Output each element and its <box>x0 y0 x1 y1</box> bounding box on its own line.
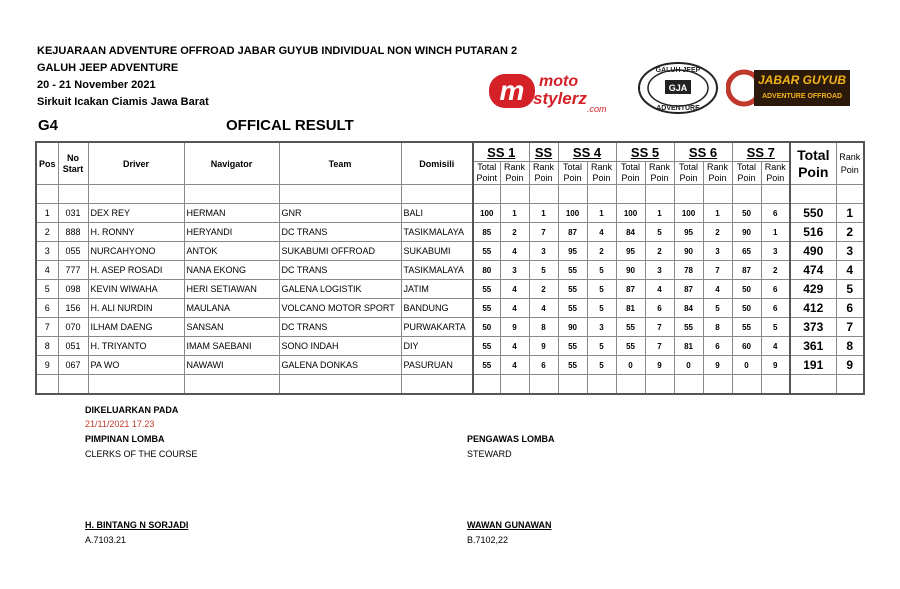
cell-navigator: HERMAN <box>184 204 279 223</box>
event-title: KEJUARAAN ADVENTURE OFFROAD JABAR GUYUB INDIVIDUAL NON WINCH PUTARAN 2 <box>37 45 518 57</box>
cell-no-start: 888 <box>58 223 88 242</box>
galuh-top-text: GALUH JEEP <box>655 67 701 74</box>
cell-ss6-total: 81 <box>674 337 703 356</box>
cell-navigator: NANA EKONG <box>184 261 279 280</box>
steward-id: B.7102,22 <box>467 535 509 545</box>
cell-ss1-total: 55 <box>473 280 500 299</box>
cell-rank-poin: 5 <box>836 280 864 299</box>
cell-ss5-rank: 9 <box>645 356 674 375</box>
cell-total-poin: 361 <box>790 337 836 356</box>
steward-subtitle: STEWARD <box>467 449 512 459</box>
event-date: 20 - 21 November 2021 <box>37 79 156 91</box>
cell-ss4-rank: 5 <box>587 356 616 375</box>
cell-ss7-total: 50 <box>732 299 761 318</box>
cell-no-start: 156 <box>58 299 88 318</box>
cell-ss1-rank: 2 <box>500 223 529 242</box>
sub-rank-poin: Rank Poin <box>500 162 529 185</box>
table-row <box>36 242 864 261</box>
cell-ss1-rank: 4 <box>500 337 529 356</box>
cell-no-start: 051 <box>58 337 88 356</box>
cell-ss2-rank: 5 <box>529 261 558 280</box>
cell-driver: NURCAHYONO <box>88 242 184 261</box>
col-navigator: Navigator <box>184 142 279 185</box>
cell-ss1-total: 55 <box>473 242 500 261</box>
steward-name: WAWAN GUNAWAN <box>467 520 552 530</box>
cell-rank-poin: 2 <box>836 223 864 242</box>
cell-ss5-total: 90 <box>616 261 645 280</box>
cell-ss5-total: 55 <box>616 337 645 356</box>
cell-domisili: TASIKMALAYA <box>401 223 473 242</box>
cell-ss5-rank: 6 <box>645 299 674 318</box>
cell-ss5-rank: 2 <box>645 242 674 261</box>
cell-pos: 1 <box>36 204 58 223</box>
cell-ss6-rank: 8 <box>703 318 732 337</box>
cell-ss7-rank: 2 <box>761 261 790 280</box>
cell-ss6-rank: 4 <box>703 280 732 299</box>
cell-ss2-rank: 8 <box>529 318 558 337</box>
col-domisili: Domisili <box>401 142 473 185</box>
galuh-center-text: GJA <box>668 83 688 93</box>
cell-ss5-total: 84 <box>616 223 645 242</box>
cell-total-poin: 516 <box>790 223 836 242</box>
cell-team: VOLCANO MOTOR SPORT <box>279 299 401 318</box>
cell-domisili: SUKABUMI <box>401 242 473 261</box>
cell-team: DC TRANS <box>279 318 401 337</box>
cell-ss2-rank: 6 <box>529 356 558 375</box>
cell-ss1-total: 55 <box>473 337 500 356</box>
cell-ss7-rank: 9 <box>761 356 790 375</box>
spacer-row <box>36 185 864 204</box>
cell-ss5-rank: 3 <box>645 261 674 280</box>
cell-total-poin: 429 <box>790 280 836 299</box>
table-row <box>36 356 864 375</box>
cell-team: SONO INDAH <box>279 337 401 356</box>
col-total-poin-a: Total <box>797 146 830 163</box>
sub-rank-poin: Rank Poin <box>587 162 616 185</box>
steward-title: PENGAWAS LOMBA <box>467 434 555 444</box>
cell-rank-poin: 1 <box>836 204 864 223</box>
cell-total-poin: 474 <box>790 261 836 280</box>
col-total-poin <box>790 142 836 185</box>
table-row <box>36 318 864 337</box>
cell-ss1-rank: 9 <box>500 318 529 337</box>
col-rank-poin-a: Rank <box>839 151 861 162</box>
cell-total-poin: 373 <box>790 318 836 337</box>
cell-ss7-rank: 5 <box>761 318 790 337</box>
cell-ss6-total: 78 <box>674 261 703 280</box>
table-row <box>36 299 864 318</box>
cell-pos: 7 <box>36 318 58 337</box>
cell-ss1-rank: 4 <box>500 299 529 318</box>
cell-ss7-rank: 6 <box>761 280 790 299</box>
cell-ss4-rank: 5 <box>587 299 616 318</box>
cell-navigator: IMAM SAEBANI <box>184 337 279 356</box>
event-venue: Sirkuit Icakan Ciamis Jawa Barat <box>37 96 209 108</box>
cell-team: SUKABUMI OFFROAD <box>279 242 401 261</box>
cell-driver: H. ALI NURDIN <box>88 299 184 318</box>
cell-team: GALENA LOGISTIK <box>279 280 401 299</box>
sub-total-poin: Total Poin <box>674 162 703 185</box>
cell-ss7-total: 87 <box>732 261 761 280</box>
cell-ss4-total: 87 <box>558 223 587 242</box>
table-row <box>36 223 864 242</box>
cell-pos: 3 <box>36 242 58 261</box>
logo-text-moto: moto <box>539 73 579 90</box>
table-row <box>36 280 864 299</box>
cell-navigator: HERYANDI <box>184 223 279 242</box>
cell-ss7-total: 55 <box>732 318 761 337</box>
cell-ss1-rank: 3 <box>500 261 529 280</box>
cell-ss5-total: 95 <box>616 242 645 261</box>
col-ss4: SS 4 <box>558 142 616 162</box>
cell-rank-poin: 4 <box>836 261 864 280</box>
sub-total-poin: Total Poin <box>616 162 645 185</box>
col-rank-poin-b: Poin <box>840 164 859 175</box>
cell-ss1-total: 100 <box>473 204 500 223</box>
col-ss6: SS 6 <box>674 142 732 162</box>
cell-navigator: ANTOK <box>184 242 279 261</box>
cell-domisili: TASIKMALAYA <box>401 261 473 280</box>
cell-pos: 2 <box>36 223 58 242</box>
cell-driver: H. RONNY <box>88 223 184 242</box>
galuh-jeep-logo <box>637 62 719 114</box>
cell-ss6-rank: 5 <box>703 299 732 318</box>
cell-ss2-rank: 9 <box>529 337 558 356</box>
cell-no-start: 067 <box>58 356 88 375</box>
cell-ss6-rank: 2 <box>703 223 732 242</box>
cell-driver: PA WO <box>88 356 184 375</box>
cell-ss2-rank: 2 <box>529 280 558 299</box>
cell-rank-poin: 9 <box>836 356 864 375</box>
cell-domisili: DIY <box>401 337 473 356</box>
cell-ss6-rank: 3 <box>703 242 732 261</box>
cell-ss2-rank: 3 <box>529 242 558 261</box>
clerk-title: PIMPINAN LOMBA <box>85 434 165 444</box>
cell-ss4-total: 90 <box>558 318 587 337</box>
cell-domisili: BANDUNG <box>401 299 473 318</box>
cell-ss7-rank: 4 <box>761 337 790 356</box>
cell-no-start: 098 <box>58 280 88 299</box>
jabar-sub-text: ADVENTURE OFFROAD <box>761 93 843 100</box>
cell-ss4-rank: 1 <box>587 204 616 223</box>
sub-rank-poin: Rank Poin <box>761 162 790 185</box>
sub-rank-poin: Rank Poin <box>645 162 674 185</box>
cell-ss4-rank: 5 <box>587 337 616 356</box>
clerk-id: A.7103.21 <box>85 535 127 545</box>
cell-ss1-rank: 4 <box>500 280 529 299</box>
cell-ss4-total: 55 <box>558 280 587 299</box>
cell-ss4-total: 100 <box>558 204 587 223</box>
cell-ss7-rank: 6 <box>761 299 790 318</box>
cell-ss4-rank: 5 <box>587 261 616 280</box>
cell-ss5-total: 0 <box>616 356 645 375</box>
issued-date: 21/11/2021 17.23 <box>85 419 155 429</box>
col-ss7: SS 7 <box>732 142 790 162</box>
table-row <box>36 204 864 223</box>
cell-total-poin: 412 <box>790 299 836 318</box>
svg-text:m: m <box>499 75 525 106</box>
cell-driver: ILHAM DAENG <box>88 318 184 337</box>
sub-total-poin: Total Poin <box>732 162 761 185</box>
cell-ss5-rank: 1 <box>645 204 674 223</box>
clerk-subtitle: CLERKS OF THE COURSE <box>85 449 198 459</box>
cell-ss7-rank: 1 <box>761 223 790 242</box>
col-total-poin-b: Poin <box>798 163 829 180</box>
cell-pos: 5 <box>36 280 58 299</box>
cell-ss1-rank: 4 <box>500 356 529 375</box>
cell-ss5-rank: 7 <box>645 318 674 337</box>
cell-ss6-rank: 1 <box>703 204 732 223</box>
cell-ss4-total: 95 <box>558 242 587 261</box>
cell-ss7-rank: 6 <box>761 204 790 223</box>
motostylerz-logo <box>487 66 619 114</box>
cell-ss5-rank: 4 <box>645 280 674 299</box>
cell-total-poin: 550 <box>790 204 836 223</box>
cell-rank-poin: 8 <box>836 337 864 356</box>
cell-ss5-total: 100 <box>616 204 645 223</box>
cell-domisili: BALI <box>401 204 473 223</box>
cell-ss7-total: 65 <box>732 242 761 261</box>
sub-total-poin: Total Poin <box>558 162 587 185</box>
cell-rank-poin: 6 <box>836 299 864 318</box>
cell-navigator: HERI SETIAWAN <box>184 280 279 299</box>
cell-ss1-total: 80 <box>473 261 500 280</box>
cell-ss4-rank: 4 <box>587 223 616 242</box>
cell-ss1-rank: 1 <box>500 204 529 223</box>
results-rows <box>36 204 864 375</box>
cell-ss4-total: 55 <box>558 356 587 375</box>
cell-domisili: PASURUAN <box>401 356 473 375</box>
cell-ss6-total: 90 <box>674 242 703 261</box>
jabar-guyub-logo <box>726 66 852 110</box>
cell-ss2-rank: 4 <box>529 299 558 318</box>
cell-pos: 4 <box>36 261 58 280</box>
class-label: G4 <box>38 117 59 134</box>
col-ss2: SS <box>529 142 558 162</box>
cell-ss6-total: 0 <box>674 356 703 375</box>
cell-driver: KEVIN WIWAHA <box>88 280 184 299</box>
cell-ss5-total: 55 <box>616 318 645 337</box>
cell-total-poin: 191 <box>790 356 836 375</box>
cell-ss1-rank: 4 <box>500 242 529 261</box>
clerk-name: H. BINTANG N SORJADI <box>85 520 189 530</box>
col-no-start: No Start <box>58 142 88 185</box>
cell-ss7-total: 50 <box>732 280 761 299</box>
cell-ss4-rank: 2 <box>587 242 616 261</box>
cell-ss6-total: 87 <box>674 280 703 299</box>
col-rank-poin <box>836 142 864 185</box>
host-name: GALUH JEEP ADVENTURE <box>37 62 179 74</box>
cell-rank-poin: 7 <box>836 318 864 337</box>
sub-total-point: Total Point <box>473 162 500 185</box>
result-title: OFFICAL RESULT <box>226 117 354 134</box>
cell-ss4-total: 55 <box>558 261 587 280</box>
cell-ss5-total: 81 <box>616 299 645 318</box>
cell-no-start: 031 <box>58 204 88 223</box>
cell-ss5-total: 87 <box>616 280 645 299</box>
cell-ss6-total: 55 <box>674 318 703 337</box>
issued-label: DIKELUARKAN PADA <box>85 405 179 415</box>
cell-ss6-rank: 7 <box>703 261 732 280</box>
galuh-bottom-text: ADVENTURE <box>656 105 700 112</box>
cell-ss6-rank: 6 <box>703 337 732 356</box>
cell-ss6-total: 100 <box>674 204 703 223</box>
cell-domisili: PURWAKARTA <box>401 318 473 337</box>
table-row <box>36 261 864 280</box>
cell-ss2-rank: 1 <box>529 204 558 223</box>
cell-pos: 8 <box>36 337 58 356</box>
col-ss5: SS 5 <box>616 142 674 162</box>
cell-ss7-total: 60 <box>732 337 761 356</box>
col-ss1: SS 1 <box>473 142 529 162</box>
col-team: Team <box>279 142 401 185</box>
cell-ss1-total: 50 <box>473 318 500 337</box>
cell-team: DC TRANS <box>279 223 401 242</box>
cell-ss7-total: 90 <box>732 223 761 242</box>
col-pos: Pos <box>36 142 58 185</box>
empty-row <box>36 375 864 395</box>
cell-ss5-rank: 5 <box>645 223 674 242</box>
results-table <box>35 141 865 395</box>
sub-rank-poin: Rank Poin <box>529 162 558 185</box>
cell-team: GNR <box>279 204 401 223</box>
cell-ss1-total: 55 <box>473 356 500 375</box>
sub-rank-poin: Rank Poin <box>703 162 732 185</box>
cell-no-start: 777 <box>58 261 88 280</box>
cell-no-start: 070 <box>58 318 88 337</box>
cell-domisili: JATIM <box>401 280 473 299</box>
cell-rank-poin: 3 <box>836 242 864 261</box>
cell-pos: 9 <box>36 356 58 375</box>
cell-ss6-total: 84 <box>674 299 703 318</box>
cell-ss4-rank: 5 <box>587 280 616 299</box>
cell-team: GALENA DONKAS <box>279 356 401 375</box>
cell-ss1-total: 55 <box>473 299 500 318</box>
cell-navigator: SANSAN <box>184 318 279 337</box>
cell-ss1-total: 85 <box>473 223 500 242</box>
logo-text-com: .com <box>587 104 607 114</box>
cell-ss7-rank: 3 <box>761 242 790 261</box>
cell-driver: H. TRIYANTO <box>88 337 184 356</box>
cell-navigator: MAULANA <box>184 299 279 318</box>
cell-navigator: NAWAWI <box>184 356 279 375</box>
cell-ss6-rank: 9 <box>703 356 732 375</box>
cell-total-poin: 490 <box>790 242 836 261</box>
cell-team: DC TRANS <box>279 261 401 280</box>
cell-ss6-total: 95 <box>674 223 703 242</box>
cell-pos: 6 <box>36 299 58 318</box>
cell-ss4-rank: 3 <box>587 318 616 337</box>
table-row <box>36 337 864 356</box>
cell-driver: H. ASEP ROSADI <box>88 261 184 280</box>
cell-ss4-total: 55 <box>558 337 587 356</box>
logo-text-stylerz: stylerz <box>533 89 587 108</box>
col-driver: Driver <box>88 142 184 185</box>
cell-ss7-total: 0 <box>732 356 761 375</box>
cell-ss4-total: 55 <box>558 299 587 318</box>
cell-ss2-rank: 7 <box>529 223 558 242</box>
cell-no-start: 055 <box>58 242 88 261</box>
cell-ss5-rank: 7 <box>645 337 674 356</box>
jabar-title-text: JABAR GUYUB <box>757 73 847 87</box>
cell-ss7-total: 50 <box>732 204 761 223</box>
cell-driver: DEX REY <box>88 204 184 223</box>
